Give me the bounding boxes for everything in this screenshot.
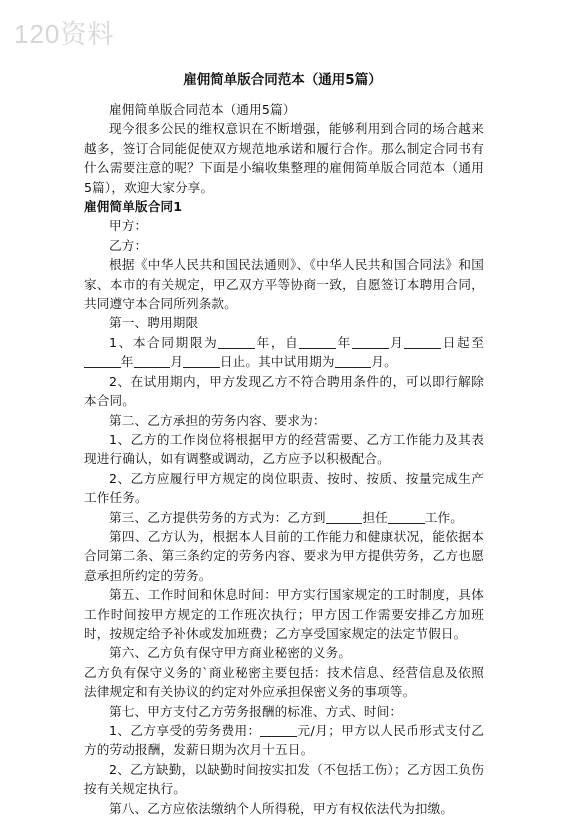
- paragraph: 雇佣简单版合同范本（通用5篇）: [109, 102, 296, 117]
- paragraph: 1、乙方的工作岗位将根据甲方的经营需要、乙方工作能力及其表现进行确认，如有调整或调动，乙方应予以积极配合。: [84, 431, 484, 467]
- fill-in-blank: [388, 511, 425, 524]
- document-body: [84, 100, 484, 818]
- fill-in-blank: [352, 336, 389, 349]
- paragraph: 第五、工作时间和休息时间：甲方实行国家规定的工时制度，具体工作时间按甲方规定的工作班次执行；甲方因工作需要安排乙方加班时，按规定给予补休或发加班费；乙方享受国家规定的法定节假日。: [84, 587, 484, 641]
- paragraph: 第二、乙方承担的劳务内容、要求为：: [109, 412, 326, 428]
- paragraph: 第八、乙方应依法缴纳个人所得税，甲方有权依法代为扣缴。: [109, 800, 454, 816]
- paragraph: 第一、聘用期限: [109, 315, 199, 331]
- paragraph: 第六、乙方负有保守甲方商业秘密的义务。: [109, 645, 352, 661]
- fill-in-blank: [84, 355, 121, 368]
- paragraph: 1、本合同期限为 年，自 年 月 日起至年 月 日止。其中试用期为 月。: [84, 333, 484, 372]
- paragraph: 1、乙方享受的劳务费用： 元/月；甲方以人民币形式支付乙方的劳动报酬，发薪日期为次月十五日。: [84, 723, 485, 758]
- paragraph: 乙方负有保守义务的`商业秘密主要包括：技术信息、经营信息及依照法律规定和有关协议的约定对外应承担保密义务的事项等。: [84, 664, 484, 700]
- paragraph: 第四、乙方认为，根据本人目前的工作能力和健康状况，能依据本合同第二条、第三条约定的劳务内容、要求为甲方提供劳务，乙方也愿意承担所约定的劳务。: [84, 528, 484, 583]
- fill-in-blank: [260, 724, 297, 737]
- watermark: 120资料: [14, 19, 115, 49]
- fill-in-blank: [299, 336, 336, 349]
- paragraph: 根据《中华人民共和国民法通则》、《中华人民共和国合同法》和国家、本市的有关规定，甲乙双方平等协商一致，自愿签订本聘用合同，共同遵守本合同所列条款。: [84, 257, 484, 312]
- paragraph: 第三、乙方提供劳务的方式为：乙方到 担任 工作。: [109, 509, 463, 525]
- paragraph: 2、乙方缺勤，以缺勤时间按实扣发（不包括工伤）；乙方因工负伤按有关规定执行。: [84, 761, 484, 797]
- paragraph: 第七、甲方支付乙方劳务报酬的标准、方式、时间：: [109, 703, 403, 719]
- fill-in-blank: [183, 355, 220, 368]
- paragraph: 2、在试用期内，甲方发现乙方不符合聘用条件的，可以即行解除本合同。: [84, 373, 484, 409]
- paragraph: 2、乙方应履行甲方规定的岗位职责、按时、按质、按量完成生产工作任务。: [84, 470, 484, 506]
- paragraph: 甲方：: [109, 218, 148, 234]
- fill-in-blank: [218, 336, 255, 349]
- document-title: 雇佣简单版合同范本（通用5篇）: [183, 72, 382, 88]
- fill-in-blank: [335, 355, 372, 368]
- fill-in-blank: [326, 511, 363, 524]
- section-heading: 雇佣简单版合同1: [84, 199, 183, 215]
- paragraph: 现今很多公民的维权意识在不断增强，能够利用到合同的场合越来越多，签订合同能促使双方规范地承诺和履行合作。那么制定合同书有什么需要注意的呢？下面是小编收集整理的雇佣简单版合同范本（通用5篇），欢迎大家分享。: [84, 121, 484, 195]
- paragraph: 乙方：: [109, 237, 148, 253]
- fill-in-blank: [134, 355, 171, 368]
- fill-in-blank: [404, 336, 441, 349]
